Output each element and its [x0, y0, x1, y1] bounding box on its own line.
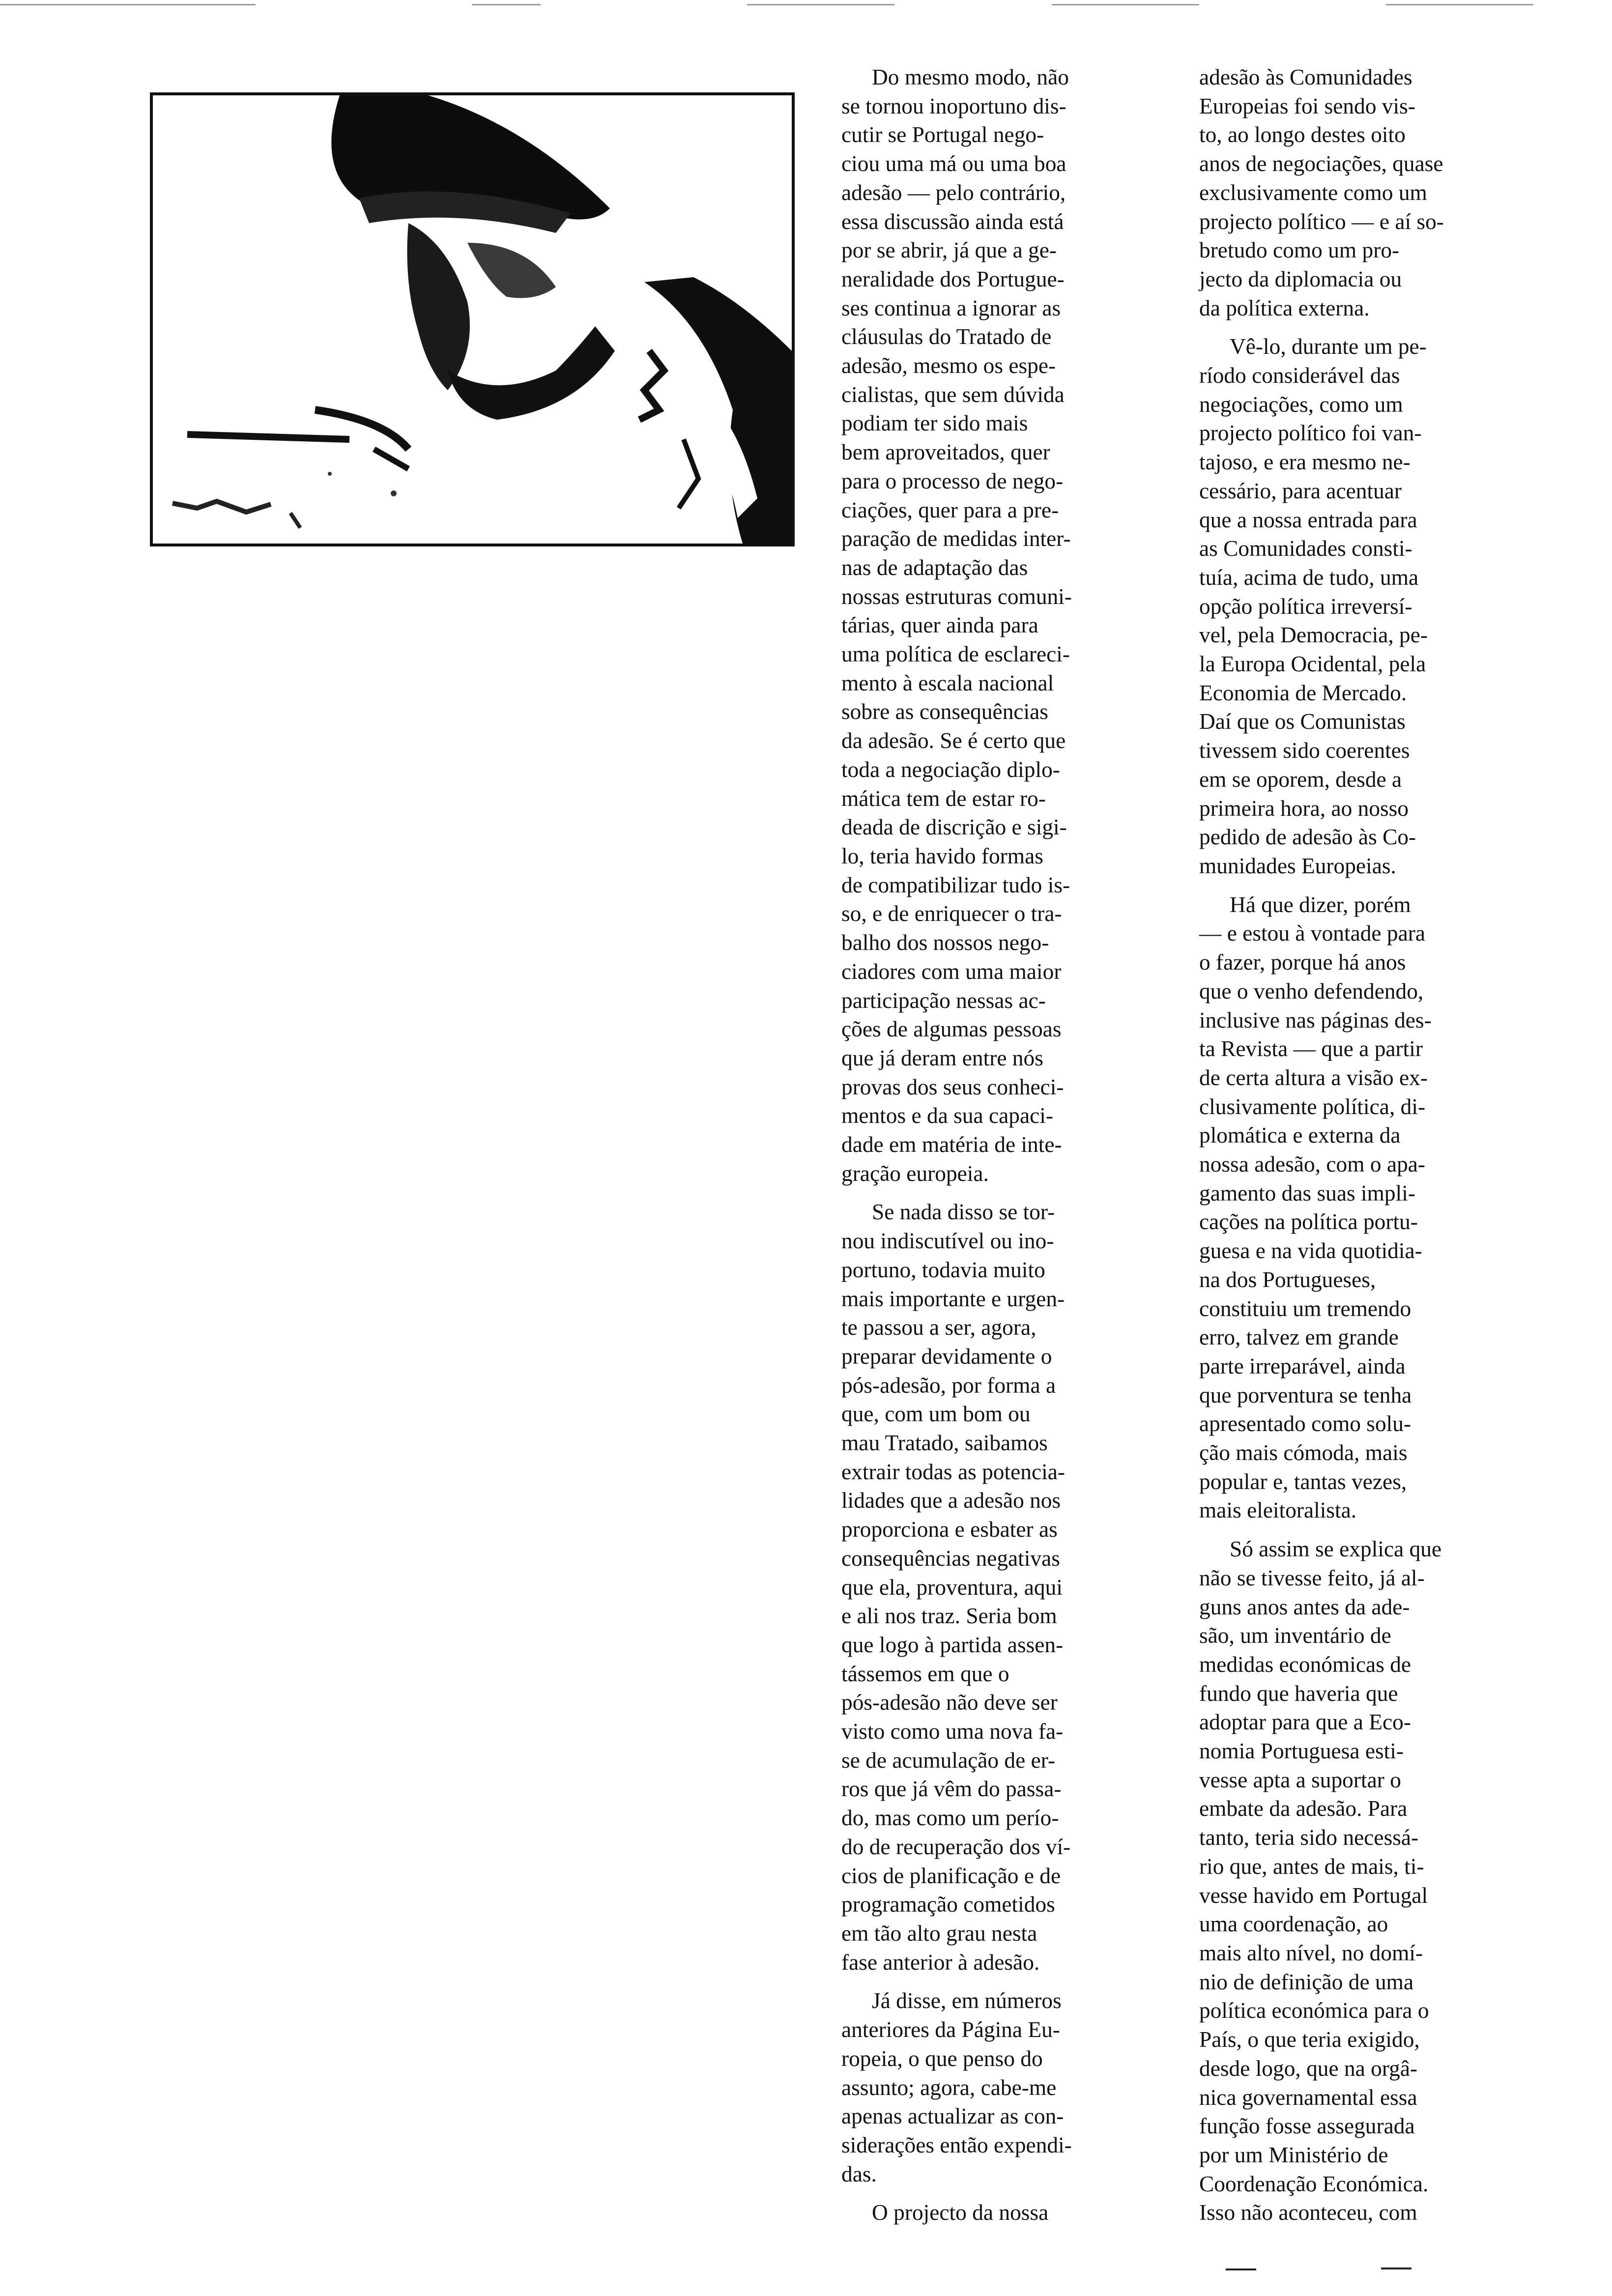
column-2-paragraph: adesão às Comunidades Europeias foi sendo vis- to, ao longo destes oito anos de negociações, quase exclusivamente como um projecto político — e aí so- bretudo como um pro- jecto da diplomacia ou da política externa. [1199, 65, 1444, 320]
column-2-paragraph: Só assim se explica que não se tivesse feito, já al- guns anos antes da ade- são, um inventário de medidas económicas de fundo que haveria que adoptar para que a Eco- nomia Portuguesa esti- vesse apta a suportar o embate da adesão. Para tanto, teria sido necessá- rio que, antes de mais, ti- vesse havido em Portugal uma coordenação, ao mais alto nível, no domí- nio de definição de uma política económica para o País, o que teria exigido, desde logo, que na orgâ- nica governamental essa função fosse assegurada por um Ministério de Coordenação Económica. Isso não aconteceu, com [1199, 1537, 1442, 2225]
footer-dash-right [1381, 2267, 1411, 2269]
scan-top-rule-1 [0, 4, 256, 5]
article-column-2 [1199, 63, 1573, 2237]
column-1-paragraph: Do mesmo modo, não se tornou inoportuno dis- cutir se Portugal nego- ciou uma má ou uma boa adesão — pelo contrário, essa discussão ainda está por se abrir, já que a ge- neralidade dos Portugue- ses continua a ignorar as cláusulas do Tratado de adesão, mesmo os espe- cialistas, que sem dúvida podiam ter sido mais bem aproveitados, quer para o processo de nego- ciações, quer para a pre- paração de medidas inter- nas de adaptação das nossas estruturas comuni- tárias, quer ainda para uma política de esclareci- mento à escala nacional sobre as consequências da adesão. Se é certo que toda a negociação diplo- mática tem de estar ro- deada de discrição e sigi- lo, teria havido formas de compatibilizar tudo is- so, e de enriquecer o tra- balho dos nossos nego- ciadores com uma maior participação nessas ac- ções de algumas pessoas que já deram entre nós provas dos seus conheci- mentos e da sua capaci- dade em matéria de inte- gração europeia. [841, 65, 1072, 1186]
scan-top-rule-2 [472, 4, 541, 5]
article-photo [150, 92, 795, 546]
scan-top-rule-4 [1052, 4, 1199, 5]
scan-top-rule-5 [1386, 4, 1533, 5]
column-1-paragraph: O projecto da nossa [872, 2200, 1049, 2225]
footer-dash-left [1226, 2268, 1256, 2270]
article-column-1 [841, 63, 1215, 2237]
column-2-paragraph: Há que dizer, porém — e estou à vontade para o fazer, porque há anos que o venho defendendo, inclusive nas páginas des- ta Revista — que a partir de certa altura a visão ex- clusivamente política, di- plomática e externa da nossa adesão, com o apa- gamento das suas impli- cações na política portu- guesa e na vida quotidia- na dos Portugueses, constituiu um tremendo erro, talvez em grande parte irreparável, ainda que porventura se tenha apresentado como solu- ção mais cómoda, mais popular e, tantas vezes, mais eleitoralista. [1199, 892, 1432, 1523]
column-1-paragraph: Se nada disso se tor- nou indiscutível ou ino- portuno, todavia muito mais importante e urgen- te passou a ser, agora, preparar devidamente o pós-adesão, por forma a que, com um bom ou mau Tratado, saibamos extrair todas as potencia- lidades que a adesão nos proporciona e esbater as consequências negativas que ela, proventura, aqui e ali nos traz. Seria bom que logo à partida assen- tássemos em que o pós-adesão não deve ser visto como uma nova fa- se de acumulação de er- ros que já vêm do passa- do, mas como um perío- do de recuperação dos ví- cios de planificação e de programação cometidos em tão alto grau nesta fase anterior à adesão. [841, 1200, 1071, 1975]
photo-figure-graphic [153, 95, 792, 544]
column-1-paragraph: Já disse, em números anteriores da Página Eu- ropeia, o que penso do assunto; agora, cabe-me apenas actualizar as con- siderações então expendi- das. [841, 1988, 1072, 2186]
scan-top-rule-3 [747, 4, 894, 5]
column-2-paragraph: Vê-lo, durante um pe- ríodo considerável das negociações, como um projecto político foi van- tajoso, e era mesmo ne- cessário, para acentuar que a nossa entrada para as Comunidades consti- tuía, acima de tudo, uma opção política irreversí- vel, pela Democracia, pe- la Europa Ocidental, pela Economia de Mercado. Daí que os Comunistas tivessem sido coerentes em se oporem, desde a primeira hora, ao nosso pedido de adesão às Co- munidades Europeias. [1199, 334, 1428, 878]
